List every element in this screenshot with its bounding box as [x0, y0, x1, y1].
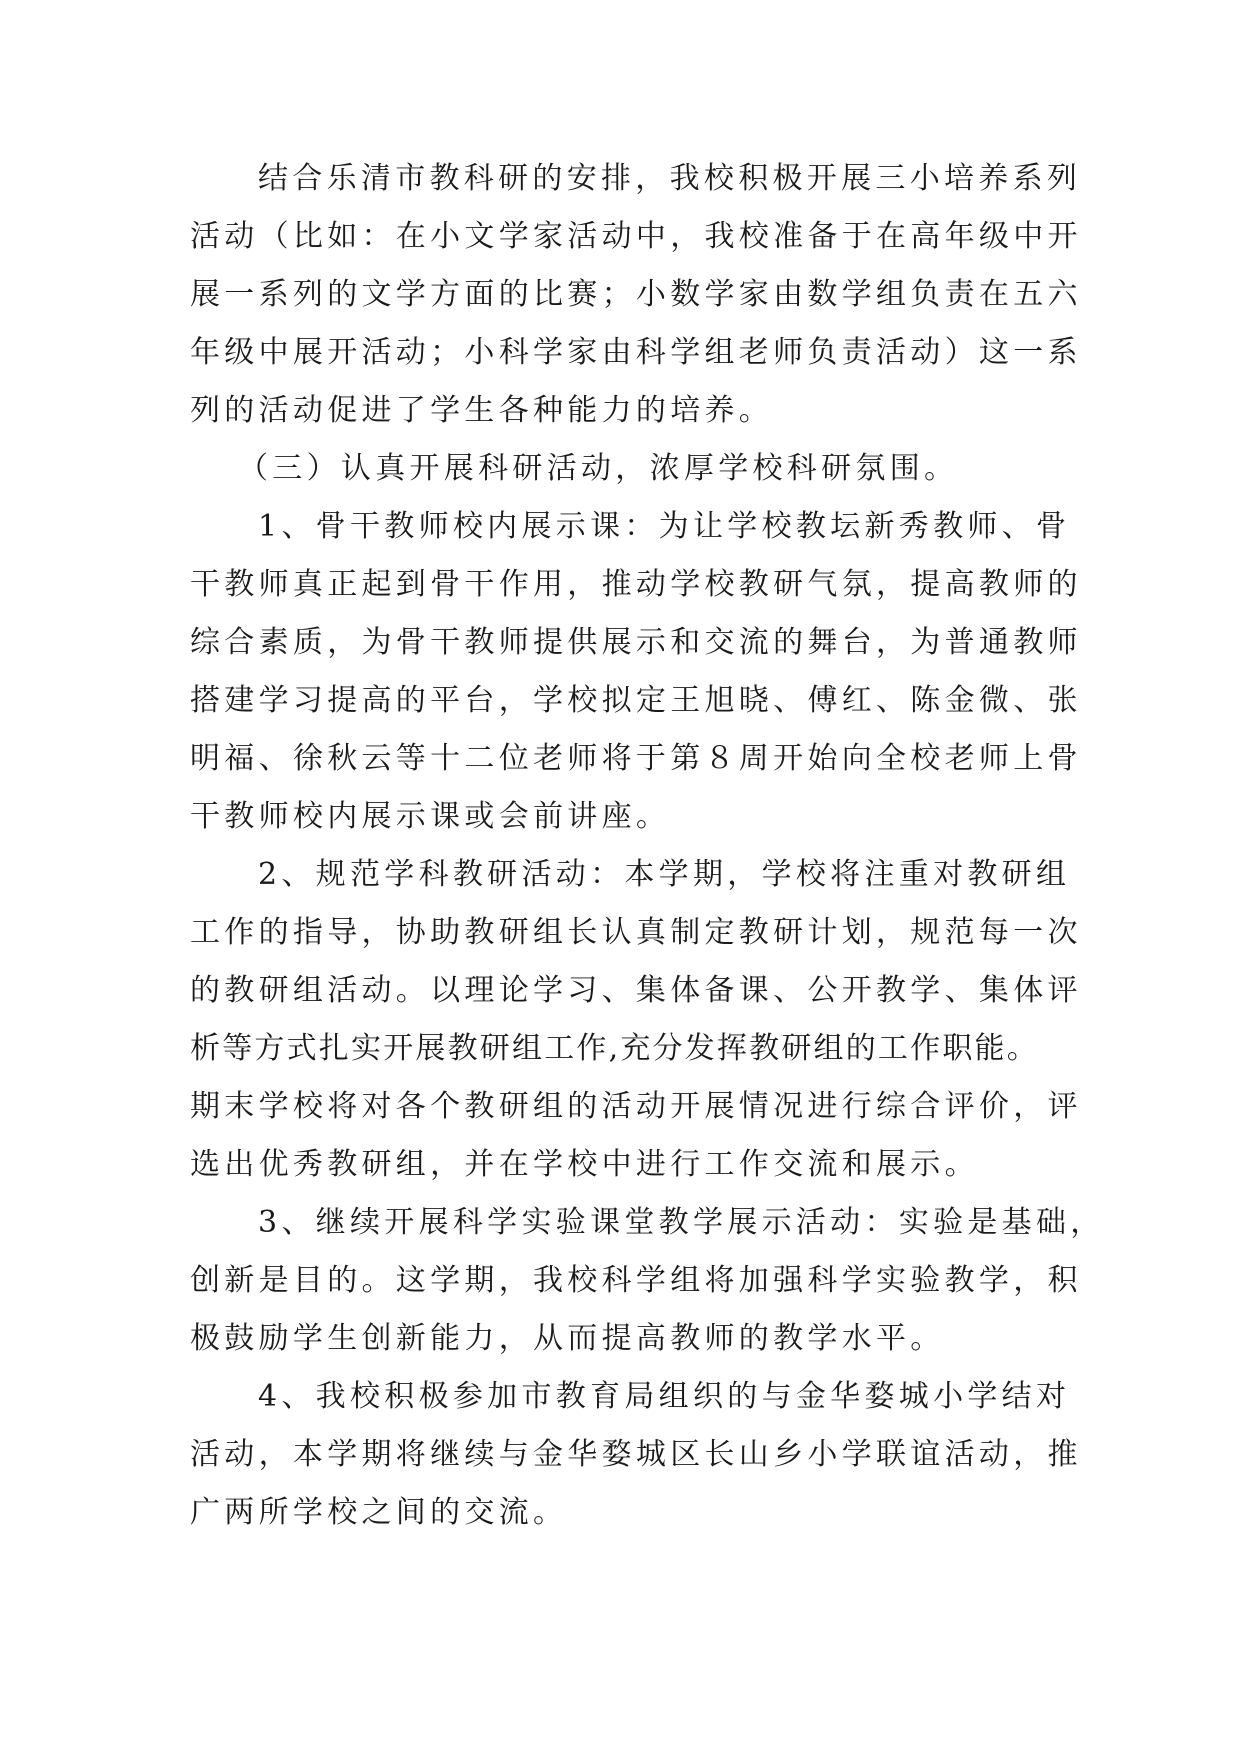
- paragraph-item-4: [190, 1368, 1082, 1542]
- paragraph-item-1: [190, 498, 1082, 846]
- text-line: 活动，本学期将继续与金华婺城区长山乡小学联谊活动，推: [190, 1437, 1082, 1472]
- text-line: （三）认真开展科研活动，浓厚学校科研氛围。: [238, 451, 959, 486]
- text-line: 结合乐清市教科研的安排，我校积极开展三小培养系列: [258, 161, 1082, 196]
- text-line: 干教师校内展示课或会前讲座。: [190, 799, 671, 834]
- paragraph-three-small-activities: [190, 150, 1082, 440]
- text-line: 列的活动促进了学生各种能力的培养。: [190, 393, 774, 428]
- text-line: 析等方式扎实开展教研组工作,充分发挥教研组的工作职能。: [190, 1031, 1039, 1066]
- paragraph-item-3: [190, 1194, 1105, 1368]
- text-line: 工作的指导，协助教研组长认真制定教研计划，规范每一次: [190, 915, 1082, 950]
- text-line: 创新是目的。这学期，我校科学组将加强科学实验教学，积: [190, 1263, 1082, 1298]
- document-body: [190, 150, 1105, 1542]
- text-line: 综合素质，为骨干教师提供展示和交流的舞台，为普通教师: [190, 625, 1082, 660]
- paragraph-item-2: [190, 846, 1082, 1194]
- text-line: 4、我校积极参加市教育局组织的与金华婺城小学结对: [258, 1379, 1071, 1414]
- text-line: 干教师真正起到骨干作用，推动学校教研气氛，提高教师的: [190, 567, 1082, 602]
- text-line: 搭建学习提高的平台，学校拟定王旭晓、傅红、陈金微、张: [190, 683, 1082, 718]
- text-line: 广两所学校之间的交流。: [190, 1495, 568, 1530]
- text-line: 年级中展开活动；小科学家由科学组老师负责活动）这一系: [190, 335, 1082, 370]
- text-line: 2、规范学科教研活动：本学期，学校将注重对教研组: [258, 857, 1071, 892]
- text-line: 期末学校将对各个教研组的活动开展情况进行综合评价，评: [190, 1089, 1082, 1124]
- section-heading-research: [190, 440, 1050, 498]
- text-line: 活动（比如：在小文学家活动中，我校准备于在高年级中开: [190, 219, 1082, 254]
- text-line: 选出优秀教研组，并在学校中进行工作交流和展示。: [190, 1147, 979, 1182]
- text-line: 展一系列的文学方面的比赛；小数学家由数学组负责在五六: [190, 277, 1082, 312]
- text-line: 3、继续开展科学实验课堂教学展示活动：实验是基础，: [258, 1205, 1105, 1240]
- text-line: 明福、徐秋云等十二位老师将于第８周开始向全校老师上骨: [190, 741, 1082, 776]
- text-line: 极鼓励学生创新能力，从而提高教师的教学水平。: [190, 1321, 945, 1356]
- text-line: 1、骨干教师校内展示课：为让学校教坛新秀教师、骨: [258, 509, 1071, 544]
- text-line: 的教研组活动。以理论学习、集体备课、公开教学、集体评: [190, 973, 1082, 1008]
